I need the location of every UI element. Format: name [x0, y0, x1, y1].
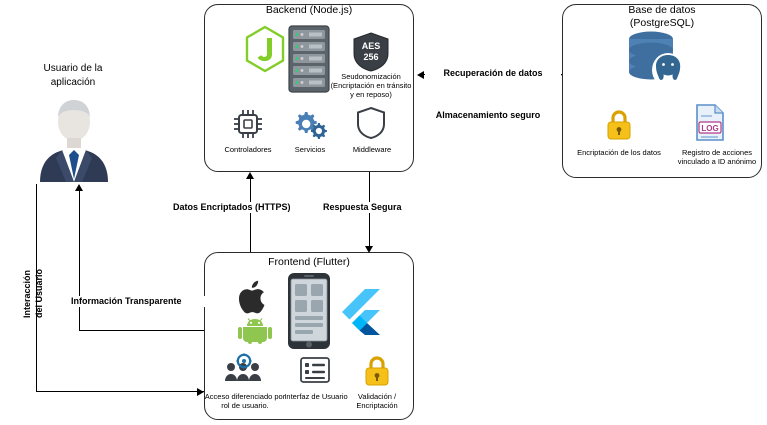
lock-icon-database: [605, 108, 633, 142]
svg-text:256: 256: [363, 52, 379, 62]
flutter-icon: [340, 288, 384, 336]
encrypted-data-line: [250, 178, 251, 252]
pseudonymization-label-line2: (Encriptación en tránsito: [330, 81, 412, 90]
svg-text:LOG: LOG: [701, 124, 719, 133]
user-label-line2: aplicación: [50, 77, 96, 88]
role-access-label-line2: rol de usuario.: [221, 401, 269, 410]
pseudonymization-label-line3: y en reposo): [350, 90, 392, 99]
svg-text:AES: AES: [361, 41, 381, 51]
user-label-line1: Usuario de la: [43, 63, 103, 74]
database-encryption-label: Encriptación de los datos: [577, 148, 661, 157]
transparent-info-vline: [79, 190, 80, 330]
retrieval-arrowhead: [417, 71, 424, 79]
user-interaction-hline: [36, 391, 204, 392]
secure-response-arrowhead: [365, 246, 373, 253]
validation-label-line1: Validación /: [357, 392, 397, 401]
encrypted-data-arrowhead: [246, 172, 254, 179]
log-label-line1: Registro de acciones: [681, 148, 753, 157]
smartphone-icon: [285, 272, 333, 350]
user-interaction-arrowhead: [197, 388, 204, 396]
log-document-icon: [694, 104, 726, 142]
encrypted-data-label: Datos Encriptados (HTTPS): [173, 202, 323, 213]
services-label: Servicios: [294, 145, 326, 154]
middleware-label: Middleware: [352, 145, 392, 154]
log-label-line2: vinculado a ID anónimo: [677, 157, 757, 166]
validation-label-line2: Encriptación: [356, 401, 398, 410]
database-cylinder-icon: [624, 30, 686, 92]
nodejs-icon: [245, 26, 285, 72]
shield-icon: [356, 106, 386, 140]
user-interaction-label-line2: del Usuario: [34, 268, 44, 318]
user-roles-icon: [222, 355, 266, 383]
ui-list-icon: [300, 357, 330, 383]
user-avatar-icon: [26, 98, 122, 182]
chip-icon: [232, 108, 264, 140]
user-interaction-label-line1: Interacción: [22, 269, 32, 318]
apple-icon: [240, 280, 270, 314]
backend-title: Backend (Node.js): [265, 4, 353, 16]
secure-response-label: Respuesta Segura: [323, 202, 423, 213]
transparent-info-label: Información Transparente: [71, 296, 211, 307]
pseudonymization-label-line1: Seudonomización: [341, 72, 401, 81]
controllers-label: Controladores: [224, 145, 272, 154]
retrieval-label: Recuperación de datos: [425, 68, 561, 79]
gears-icon: [292, 108, 328, 140]
role-access-label-line1: Acceso diferenciado por: [204, 392, 286, 401]
aes-256-badge-icon: [352, 32, 390, 72]
transparent-info-arrowhead: [75, 184, 83, 191]
transparent-info-hline: [79, 330, 204, 331]
lock-icon-frontend: [363, 354, 391, 388]
storage-label: Almacenamiento seguro: [414, 110, 562, 121]
android-icon: [238, 318, 272, 344]
ui-label: Interfaz de Usuario: [284, 392, 348, 401]
frontend-title: Frontend (Flutter): [268, 256, 350, 268]
database-title-line1: Base de datos: [628, 4, 696, 16]
database-title-line2: (PostgreSQL): [629, 17, 695, 29]
